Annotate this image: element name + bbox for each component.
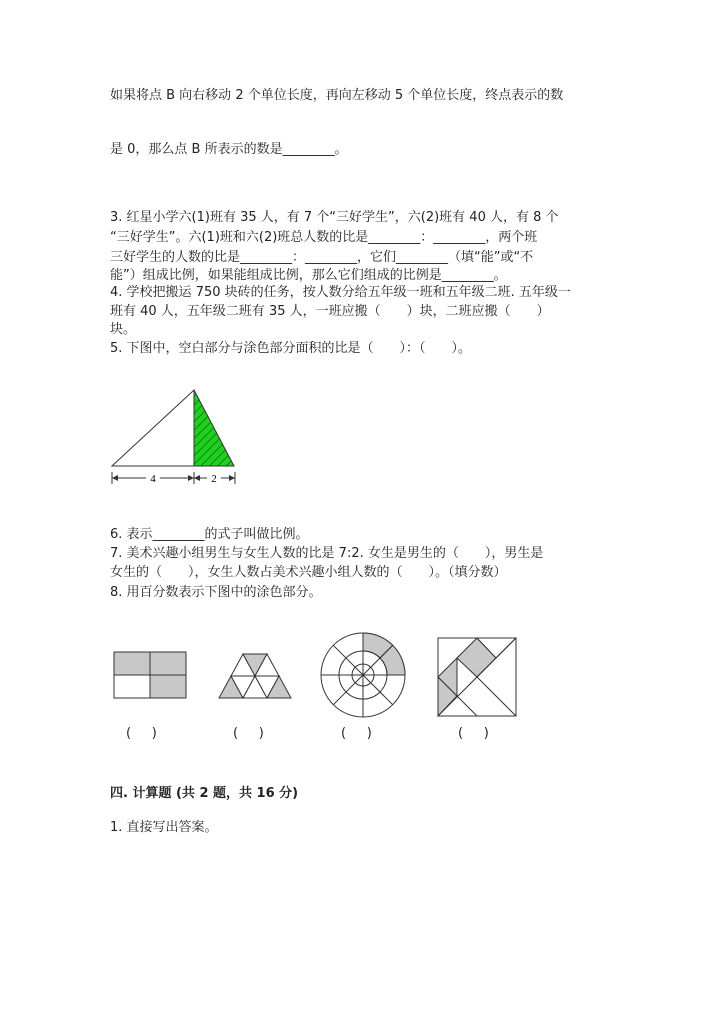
q8-figure-trapezoid [217, 652, 297, 700]
triangle-blank-part [112, 390, 194, 466]
q8-answer-1: ( ) [126, 726, 157, 741]
q3-line-1: 3. 红星小学六(1)班有 35 人，有 7 个“三好学生”，六(2)班有 40 人，有 8 个 [110, 210, 559, 225]
q6-line-1: 6. 表示________的式子叫做比例。 [110, 527, 309, 542]
label-4: 4 [150, 473, 156, 485]
section-4-title: 四. 计算题 (共 2 题，共 16 分) [110, 786, 299, 801]
section-4-q1: 1. 直接写出答案。 [110, 820, 218, 835]
q8-line-1: 8. 用百分数表示下图中的涂色部分。 [110, 585, 322, 600]
q8-answer-4: ( ) [458, 726, 489, 741]
q8-figure-circle [318, 630, 408, 720]
q4-line-3: 块。 [110, 322, 137, 337]
q3-line-2: “三好学生”。六(1)班和六(2)班总人数的比是________：________，两个班 [110, 230, 538, 245]
q4-line-2: 班有 40 人，五年级二班有 35 人，一班应搬（ ）块，二班应搬（ ） [110, 304, 550, 319]
q3-line-4: 能”）组成比例，如果能组成比例，那么它们组成的比例是________。 [110, 268, 507, 283]
q8-answer-3: ( ) [341, 726, 372, 741]
q8-answer-2: ( ) [233, 726, 264, 741]
q7-line-1: 7. 美术兴趣小组男生与女生人数的比是 7:2. 女生是男生的（ ），男生是 [110, 546, 544, 561]
q8-figure-rectangle [112, 650, 188, 700]
label-2: 2 [211, 473, 217, 485]
q2-line-2: 是 0，那么点 B 所表示的数是________。 [110, 142, 348, 157]
q5-triangle-figure [104, 384, 244, 492]
q3-line-3: 三好学生的人数的比是________：________，它们________（填“能”或“不 [110, 250, 534, 265]
q5-line-1: 5. 下图中，空白部分与涂色部分面积的比是（ ）：（ ）。 [110, 341, 472, 356]
q2-line-1: 如果将点 B 向右移动 2 个单位长度，再向左移动 5 个单位长度，终点表示的数 [110, 88, 564, 103]
q8-figure-tangram [436, 636, 518, 718]
q7-line-2: 女生的（ ），女生人数占美术兴趣小组人数的（ ）。（填分数） [110, 565, 507, 580]
triangle-shaded-part [194, 390, 234, 466]
q4-line-1: 4. 学校把搬运 750 块砖的任务，按人数分给五年级一班和五年级二班. 五年级一 [110, 285, 571, 300]
